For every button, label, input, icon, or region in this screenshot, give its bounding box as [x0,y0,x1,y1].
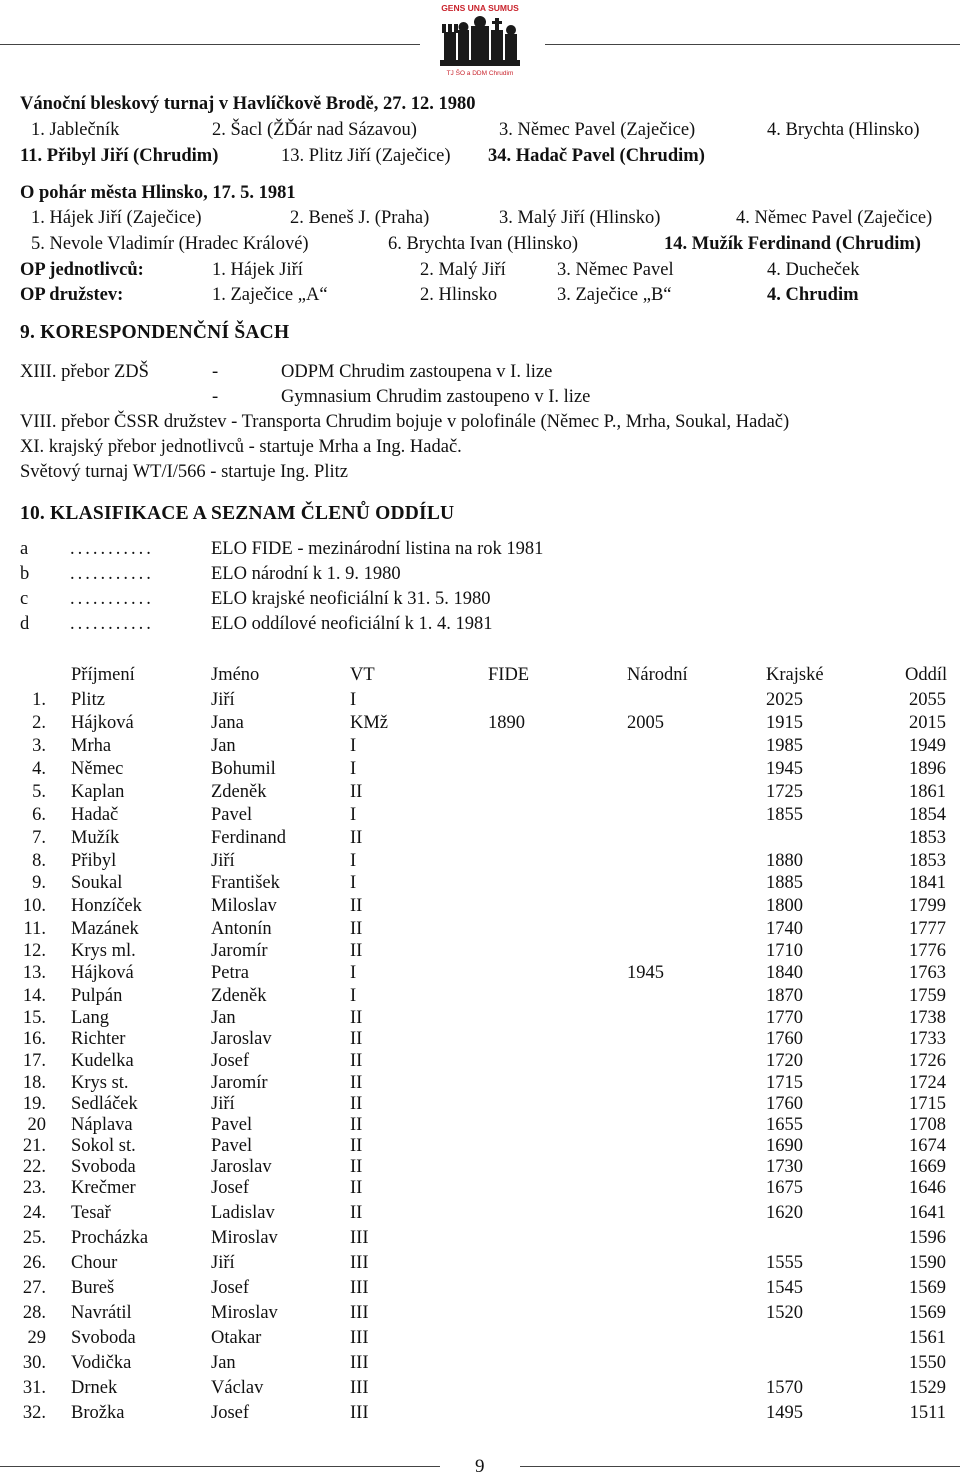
cell-oddil: 1669 [909,1157,946,1177]
op-result: 1. Zaječice „A“ [212,285,328,305]
pohar-result: 6. Brychta Ivan (Hlinsko) [388,234,579,254]
cell-firstname: Jan [211,1008,236,1028]
cell-firstname: Zdeněk [211,782,267,802]
cell-firstname: Josef [211,1278,250,1298]
section-9-heading: 9. KORESPONDENČNÍ ŠACH [20,322,290,343]
legend-text: ELO krajské neoficiální k 31. 5. 1980 [211,589,491,609]
cell-firstname: Jan [211,1353,236,1373]
koresp-line: VIII. přebor ČSSR družstev - Transporta Chrudim bojuje v polofinále (Němec P., Mrha, Soukal, Hadač) [20,412,790,432]
row-number: 25. [22,1228,46,1248]
header-rule-right [545,44,960,45]
header-rule-left [0,44,420,45]
cell-firstname: Antonín [211,919,272,939]
pohar-result: 4. Němec Pavel (Zaječice) [736,208,933,228]
cell-oddil: 1590 [909,1253,946,1273]
cell-vt: I [350,805,357,825]
cell-krajske: 1520 [766,1303,803,1323]
cell-vt: I [350,873,357,893]
legend-key: c [20,589,29,609]
op-result: 3. Zaječice „B“ [557,285,672,305]
cell-oddil: 1726 [909,1051,946,1071]
cell-krajske: 1545 [766,1278,803,1298]
cell-oddil: 1763 [909,963,946,983]
cell-firstname: Jaroslav [211,1157,272,1177]
cell-surname: Kudelka [71,1051,134,1071]
vanocni-result: 11. Přibyl Jiří (Chrudim) [20,146,219,166]
cell-vt: I [350,851,357,871]
cell-vt: II [350,919,363,939]
legend-key: d [20,614,30,634]
pohar-title: O pohár města Hlinsko, 17. 5. 1981 [20,183,296,203]
row-number: 17. [22,1051,46,1071]
legend-text: ELO národní k 1. 9. 1980 [211,564,401,584]
op-result: 3. Němec Pavel [557,260,674,280]
cell-vt: II [350,828,363,848]
header-oddil: Oddíl [905,665,948,685]
cell-krajske: 1740 [766,919,803,939]
koresp-line: XIII. přebor ZDŠ [20,362,149,382]
row-number: 20 [27,1115,46,1135]
cell-oddil: 1596 [909,1228,946,1248]
legend-key: a [20,539,29,559]
cell-oddil: 1738 [909,1008,946,1028]
cell-krajske: 1570 [766,1378,803,1398]
cell-vt: II [350,1073,363,1093]
cell-oddil: 1896 [909,759,946,779]
cell-oddil: 1724 [909,1073,946,1093]
cell-oddil: 1674 [909,1136,946,1156]
cell-krajske: 1710 [766,941,803,961]
cell-firstname: Jiří [211,1253,235,1273]
cell-oddil: 1777 [909,919,946,939]
cell-krajske: 1760 [766,1094,803,1114]
op-result: 2. Malý Jiří [420,260,506,280]
cell-krajske: 1800 [766,896,803,916]
row-number: 18. [22,1073,46,1093]
row-number: 21. [22,1136,46,1156]
cell-surname: Mužík [71,828,120,848]
vanocni-result: 1. Jablečník [31,120,120,140]
cell-vt: II [350,1029,363,1049]
cell-firstname: Jaroslav [211,1029,272,1049]
cell-vt: II [350,1157,363,1177]
cell-krajske: 1725 [766,782,803,802]
cell-vt: III [350,1403,369,1423]
cell-surname: Svoboda [71,1157,136,1177]
koresp-dash: - [212,362,219,382]
cell-vt: III [350,1278,369,1298]
row-number: 30. [22,1353,46,1373]
cell-firstname: Zdeněk [211,986,267,1006]
cell-krajske: 1655 [766,1115,803,1135]
koresp-line: XI. krajský přebor jednotlivců - startuje Mrha a Ing. Hadač. [20,437,462,457]
cell-krajske: 2025 [766,690,803,710]
cell-surname: Pulpán [71,986,123,1006]
cell-firstname: František [211,873,280,893]
cell-vt: I [350,759,357,779]
cell-surname: Chour [71,1253,118,1273]
row-number: 13. [22,963,46,983]
cell-vt: II [350,941,363,961]
row-number: 16. [22,1029,46,1049]
cell-surname: Bureš [71,1278,115,1298]
cell-firstname: Josef [211,1051,250,1071]
row-number: 6. [32,805,46,825]
cell-krajske: 1715 [766,1073,803,1093]
cell-oddil: 1550 [909,1353,946,1373]
section-10-heading: 10. KLASIFIKACE A SEZNAM ČLENŮ ODDÍLU [20,503,455,524]
cell-oddil: 1561 [909,1328,946,1348]
cell-oddil: 1646 [909,1178,946,1198]
cell-firstname: Bohumil [211,759,276,779]
row-number: 29 [27,1328,46,1348]
footer-rule-left [0,1466,440,1467]
header-surname: Příjmení [71,665,135,685]
cell-surname: Přibyl [71,851,117,871]
cell-vt: I [350,736,357,756]
row-number: 27. [22,1278,46,1298]
cell-narodni: 2005 [627,713,664,733]
row-number: 3. [32,736,46,756]
cell-oddil: 1708 [909,1115,946,1135]
cell-firstname: Pavel [211,1115,253,1135]
cell-vt: I [350,690,357,710]
cell-oddil: 1949 [909,736,946,756]
cell-oddil: 1853 [909,851,946,871]
cell-surname: Brožka [71,1403,125,1423]
row-number: 28. [22,1303,46,1323]
cell-krajske: 1720 [766,1051,803,1071]
cell-surname: Navrátil [71,1303,132,1323]
vanocni-title: Vánoční bleskový turnaj v Havlíčkově Brodě, 27. 12. 1980 [20,94,476,114]
row-number: 11. [23,919,46,939]
cell-fide: 1890 [488,713,525,733]
row-number: 4. [32,759,46,779]
koresp-line: Světový turnaj WT/I/566 - startuje Ing. Plitz [20,462,348,482]
cell-oddil: 2015 [909,713,946,733]
cell-krajske: 1840 [766,963,803,983]
row-number: 5. [32,782,46,802]
chess-club-logo [436,0,524,80]
cell-krajske: 1620 [766,1203,803,1223]
cell-oddil: 1776 [909,941,946,961]
row-number: 19. [22,1094,46,1114]
cell-surname: Drnek [71,1378,118,1398]
cell-krajske: 1985 [766,736,803,756]
header-vt: VT [350,665,375,685]
cell-vt: I [350,986,357,1006]
op-result: 2. Hlinsko [420,285,498,305]
cell-krajske: 1730 [766,1157,803,1177]
cell-firstname: Otakar [211,1328,262,1348]
cell-krajske: 1675 [766,1178,803,1198]
vanocni-result: 2. Šacl (ŽĎár nad Sázavou) [212,120,417,140]
cell-surname: Hájková [71,963,134,983]
cell-firstname: Josef [211,1403,250,1423]
row-number: 2. [32,713,46,733]
cell-krajske: 1885 [766,873,803,893]
header-fide: FIDE [488,665,530,685]
cell-vt: I [350,963,357,983]
cell-surname: Mrha [71,736,112,756]
koresp-line: ODPM Chrudim zastoupena v I. lize [281,362,553,382]
cell-oddil: 1799 [909,896,946,916]
cell-firstname: Miroslav [211,1228,278,1248]
vanocni-result: 3. Němec Pavel (Zaječice) [499,120,696,140]
cell-surname: Krys st. [71,1073,129,1093]
cell-surname: Sedláček [71,1094,138,1114]
cell-surname: Náplava [71,1115,133,1135]
cell-krajske: 1945 [766,759,803,779]
cell-surname: Soukal [71,873,123,893]
logo-arc-text: GENS UNA SUMUS [441,3,519,13]
op-jednotlivcu-label: OP jednotlivců: [20,260,144,280]
cell-vt: II [350,1094,363,1114]
row-number: 15. [22,1008,46,1028]
cell-firstname: Jiří [211,690,235,710]
legend-text: ELO oddílové neoficiální k 1. 4. 1981 [211,614,493,634]
pohar-result: 2. Beneš J. (Praha) [290,208,430,228]
row-number: 9. [32,873,46,893]
pohar-result: 5. Nevole Vladimír (Hradec Králové) [31,234,309,254]
row-number: 26. [22,1253,46,1273]
cell-firstname: Jan [211,736,236,756]
cell-krajske: 1690 [766,1136,803,1156]
cell-vt: III [350,1353,369,1373]
cell-vt: II [350,1115,363,1135]
legend-text: ELO FIDE - mezinárodní listina na rok 1981 [211,539,544,559]
pohar-result: 14. Mužík Ferdinand (Chrudim) [664,234,921,254]
pohar-result: 3. Malý Jiří (Hlinsko) [499,208,661,228]
cell-narodni: 1945 [627,963,664,983]
footer-rule-right [520,1466,960,1467]
op-druzstev-label: OP družstev: [20,285,124,305]
cell-surname: Kaplan [71,782,125,802]
cell-oddil: 1569 [909,1303,946,1323]
op-result: 4. Ducheček [767,260,860,280]
cell-vt: II [350,1008,363,1028]
cell-vt: II [350,1136,363,1156]
cell-firstname: Jana [211,713,244,733]
row-number: 22. [22,1157,46,1177]
cell-surname: Mazánek [71,919,139,939]
cell-firstname: Jaromír [211,1073,268,1093]
cell-oddil: 1511 [909,1403,946,1423]
legend-dots: ........... [70,564,154,584]
cell-krajske: 1880 [766,851,803,871]
cell-oddil: 2055 [909,690,946,710]
logo-subtext: TJ ŠO a DDM Chrudim [446,70,514,77]
cell-surname: Plitz [71,690,105,710]
cell-surname: Sokol st. [71,1136,136,1156]
cell-surname: Honzíček [71,896,142,916]
cell-oddil: 1861 [909,782,946,802]
cell-firstname: Jiří [211,1094,235,1114]
cell-surname: Krečmer [71,1178,136,1198]
koresp-line: Gymnasium Chrudim zastoupeno v I. lize [281,387,591,407]
cell-vt: III [350,1303,369,1323]
row-number: 12. [22,941,46,961]
cell-oddil: 1853 [909,828,946,848]
op-result: 1. Hájek Jiří [212,260,303,280]
cell-vt: II [350,1178,363,1198]
cell-surname: Svoboda [71,1328,136,1348]
cell-firstname: Josef [211,1178,250,1198]
cell-firstname: Pavel [211,1136,253,1156]
cell-firstname: Jaromír [211,941,268,961]
cell-surname: Hájková [71,713,134,733]
vanocni-result: 4. Brychta (Hlinsko) [767,120,920,140]
header-krajske: Krajské [766,665,824,685]
legend-dots: ........... [70,614,154,634]
cell-krajske: 1770 [766,1008,803,1028]
cell-vt: II [350,896,363,916]
cell-krajske: 1760 [766,1029,803,1049]
legend-dots: ........... [70,589,154,609]
cell-oddil: 1733 [909,1029,946,1049]
row-number: 14. [22,986,46,1006]
cell-firstname: Václav [211,1378,264,1398]
cell-surname: Krys ml. [71,941,136,961]
legend-dots: ........... [70,539,154,559]
cell-vt: III [350,1328,369,1348]
row-number: 31. [22,1378,46,1398]
cell-firstname: Petra [211,963,250,983]
cell-firstname: Ferdinand [211,828,287,848]
cell-oddil: 1759 [909,986,946,1006]
cell-surname: Němec [71,759,124,779]
cell-firstname: Ladislav [211,1203,275,1223]
legend-key: b [20,564,30,584]
header-narodni: Národní [627,665,688,685]
cell-vt: III [350,1253,369,1273]
pohar-result: 1. Hájek Jiří (Zaječice) [31,208,202,228]
cell-oddil: 1641 [909,1203,946,1223]
cell-firstname: Pavel [211,805,253,825]
cell-vt: II [350,1203,363,1223]
cell-krajske: 1855 [766,805,803,825]
row-number: 24. [22,1203,46,1223]
header-firstname: Jméno [211,665,260,685]
cell-krajske: 1555 [766,1253,803,1273]
page-number: 9 [475,1456,485,1477]
row-number: 8. [32,851,46,871]
cell-krajske: 1915 [766,713,803,733]
cell-surname: Procházka [71,1228,149,1248]
cell-vt: II [350,1051,363,1071]
cell-firstname: Jiří [211,851,235,871]
cell-surname: Hadač [71,805,119,825]
cell-vt: II [350,782,363,802]
cell-surname: Vodička [71,1353,132,1373]
vanocni-result: 13. Plitz Jiří (Zaječice) [281,146,451,166]
cell-oddil: 1854 [909,805,946,825]
cell-surname: Lang [71,1008,110,1028]
cell-firstname: Miloslav [211,896,277,916]
cell-oddil: 1529 [909,1378,946,1398]
row-number: 32. [22,1403,46,1423]
vanocni-result: 34. Hadač Pavel (Chrudim) [488,146,705,166]
cell-krajske: 1870 [766,986,803,1006]
row-number: 7. [32,828,46,848]
cell-oddil: 1569 [909,1278,946,1298]
cell-firstname: Miroslav [211,1303,278,1323]
koresp-dash: - [212,387,219,407]
cell-surname: Richter [71,1029,126,1049]
row-number: 10. [22,896,46,916]
op-result: 4. Chrudim [767,285,859,305]
cell-surname: Tesař [71,1203,111,1223]
cell-vt: KMž [350,713,389,733]
cell-oddil: 1715 [909,1094,946,1114]
cell-vt: III [350,1378,369,1398]
cell-oddil: 1841 [909,873,946,893]
row-number: 23. [22,1178,46,1198]
cell-vt: III [350,1228,369,1248]
cell-krajske: 1495 [766,1403,803,1423]
row-number: 1. [32,690,46,710]
